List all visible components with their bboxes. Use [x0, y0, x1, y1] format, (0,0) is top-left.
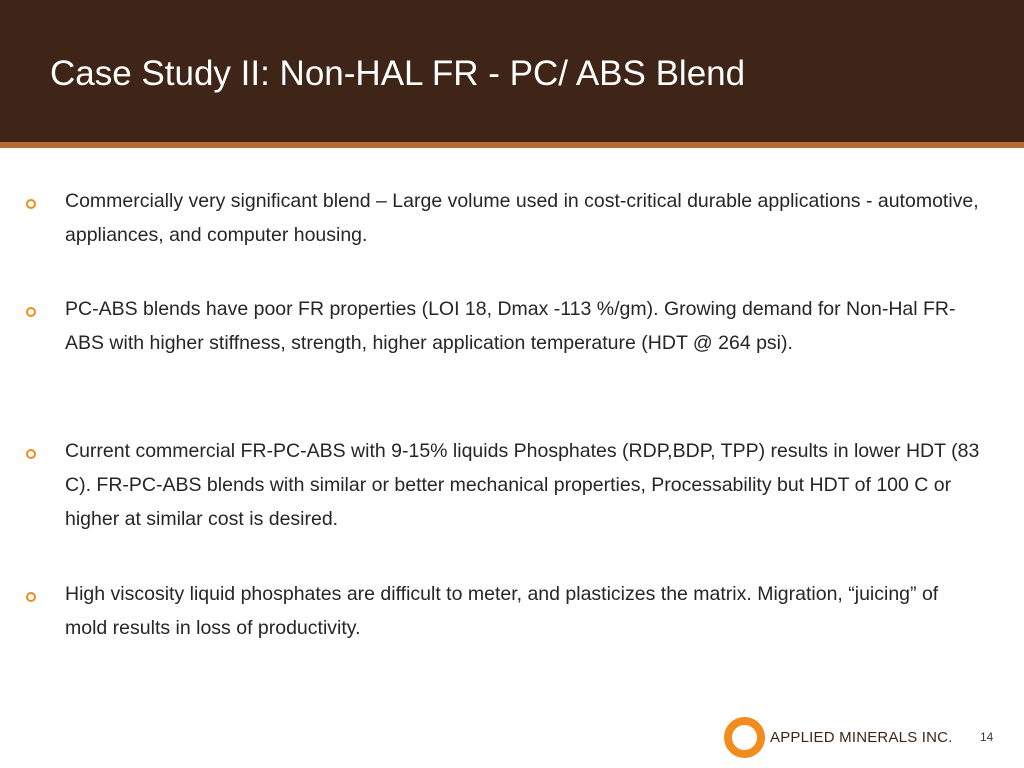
bullet-text: High viscosity liquid phosphates are difficult to meter, and plasticizes the matrix. Migration, “juicing” of mold results in loss of productivity. [65, 583, 939, 639]
page-number: 14 [980, 730, 994, 744]
slide-title: Case Study II: Non-HAL FR - PC/ ABS Blend [50, 54, 746, 93]
bullet-text: Current commercial FR-PC-ABS with 9-15% liquids Phosphates (RDP,BDP, TPP) results in lower HDT (83 C). FR-PC-ABS blends with similar or better mechanical properties, Processability but HDT of 100 C or higher at similar cost is desired. [65, 440, 980, 530]
bullet-ring-icon [26, 307, 36, 317]
orange-ring-icon [724, 717, 765, 758]
bullet-ring-icon [26, 449, 36, 459]
bullet-text: PC-ABS blends have poor FR properties (LOI 18, Dmax -113 %/gm). Growing demand for Non-Hal FR-ABS with higher stiffness, strength, higher application temperature (HDT @ 264 psi). [65, 298, 956, 354]
bullet-ring-icon [26, 592, 36, 602]
bullet-ring-icon [26, 199, 36, 209]
company-logo [724, 717, 964, 761]
logo-text: APPLIED MINERALS INC. [770, 729, 953, 746]
bullet-text: Commercially very significant blend – Large volume used in cost-critical durable applications - automotive, appliances, and computer housing. [65, 190, 979, 246]
